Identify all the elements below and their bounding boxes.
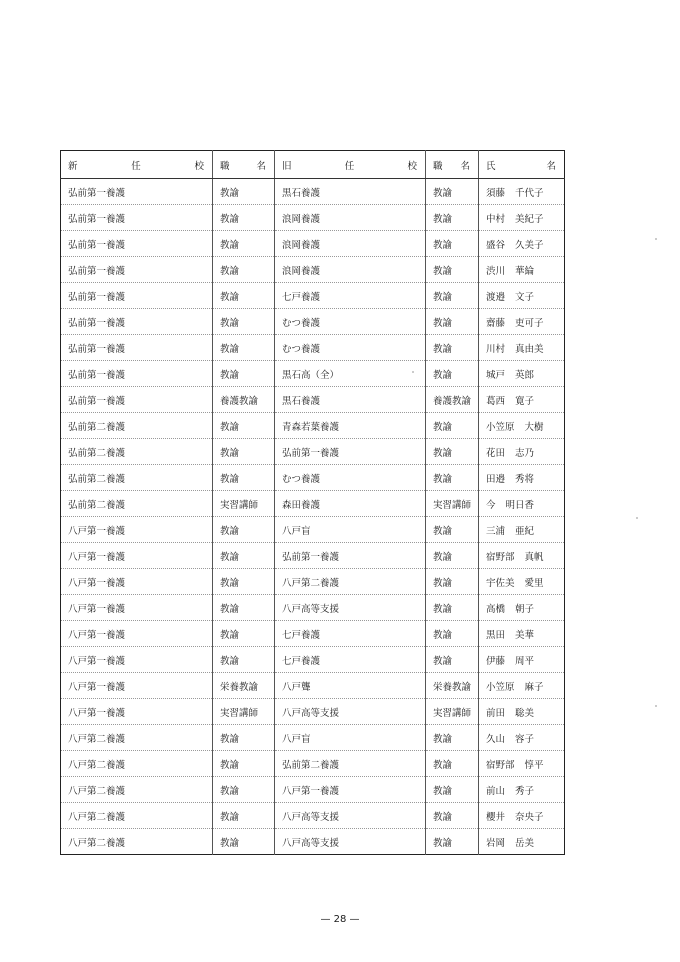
old-position-cell: 教諭	[426, 335, 479, 361]
surname: 田邉	[486, 473, 506, 485]
surname: 宿野部	[486, 759, 515, 771]
surname: 今	[486, 499, 496, 511]
surname: 高橋	[486, 603, 506, 615]
old-school-cell: 黒石高（全）	[275, 361, 426, 387]
table-body	[61, 179, 565, 855]
new-position-cell: 教諭	[213, 543, 275, 569]
name-cell	[479, 179, 565, 205]
header-char: 校	[407, 160, 417, 172]
old-position-cell: 教諭	[426, 647, 479, 673]
surname: 須藤	[486, 187, 506, 199]
new-school-cell: 弘前第二養護	[61, 439, 213, 465]
surname: 久山	[486, 733, 506, 745]
old-school-cell: 八戸高等支援	[275, 699, 426, 725]
given-name: 岳美	[515, 837, 535, 849]
old-school-cell: 八戸第二養護	[275, 569, 426, 595]
old-school-cell: 八戸高等支援	[275, 595, 426, 621]
table-row	[61, 179, 565, 205]
new-school-cell: 弘前第一養護	[61, 309, 213, 335]
table-row	[61, 257, 565, 283]
old-school-cell: 青森若葉養護	[275, 413, 426, 439]
surname: 川村	[486, 343, 506, 355]
new-school-cell: 八戸第一養護	[61, 517, 213, 543]
old-position-cell: 教諭	[426, 413, 479, 439]
surname: 葛西	[486, 395, 506, 407]
page-number: — 28 —	[320, 914, 360, 925]
old-school-cell: 八戸聾	[275, 673, 426, 699]
given-name: 真帆	[524, 551, 544, 563]
old-school-cell: 弘前第一養護	[275, 543, 426, 569]
old-position-cell: 実習講師	[426, 699, 479, 725]
new-school-cell: 八戸第一養護	[61, 595, 213, 621]
old-school-cell: 森田養護	[275, 491, 426, 517]
new-school-cell: 八戸第二養護	[61, 803, 213, 829]
name-cell	[479, 491, 565, 517]
old-school-cell: 八戸盲	[275, 517, 426, 543]
given-name: 大樹	[524, 421, 544, 433]
scan-speck	[655, 705, 657, 707]
surname: 中村	[486, 213, 506, 225]
name-cell	[479, 647, 565, 673]
header-char: 新	[68, 160, 78, 172]
surname: 黒田	[486, 629, 506, 641]
surname: 前山	[486, 785, 506, 797]
given-name: 美紀子	[515, 213, 544, 225]
old-position-cell: 教諭	[426, 777, 479, 803]
new-school-cell: 八戸第一養護	[61, 621, 213, 647]
name-cell	[479, 257, 565, 283]
new-position-cell: 教諭	[213, 517, 275, 543]
name-cell	[479, 569, 565, 595]
header-old-position	[426, 151, 479, 179]
old-school-cell: むつ養護	[275, 335, 426, 361]
name-cell	[479, 673, 565, 699]
new-school-cell: 弘前第一養護	[61, 205, 213, 231]
new-position-cell: 教諭	[213, 231, 275, 257]
given-name: 久美子	[515, 239, 544, 251]
header-char: 名	[546, 160, 556, 172]
old-school-cell: 八戸第一養護	[275, 777, 426, 803]
table-row	[61, 673, 565, 699]
new-position-cell: 教諭	[213, 335, 275, 361]
old-position-cell: 教諭	[426, 283, 479, 309]
new-position-cell: 教諭	[213, 309, 275, 335]
table-row	[61, 413, 565, 439]
old-position-cell: 教諭	[426, 361, 479, 387]
table-row	[61, 569, 565, 595]
table-row	[61, 725, 565, 751]
new-position-cell: 教諭	[213, 361, 275, 387]
new-position-cell: 教諭	[213, 725, 275, 751]
old-position-cell: 教諭	[426, 725, 479, 751]
name-cell	[479, 439, 565, 465]
scan-speck	[636, 517, 638, 519]
header-char: 旧	[282, 160, 292, 172]
new-position-cell: 教諭	[213, 621, 275, 647]
name-cell	[479, 361, 565, 387]
given-name: 亜紀	[515, 525, 535, 537]
given-name: 英郎	[515, 369, 535, 381]
header-row	[61, 151, 565, 179]
new-school-cell: 弘前第一養護	[61, 179, 213, 205]
surname: 櫻井	[486, 811, 506, 823]
old-school-cell: 七戸養護	[275, 621, 426, 647]
old-position-cell: 実習講師	[426, 491, 479, 517]
new-position-cell: 教諭	[213, 413, 275, 439]
given-name: 千代子	[515, 187, 544, 199]
personnel-table	[60, 150, 565, 855]
table-row	[61, 491, 565, 517]
name-cell	[479, 335, 565, 361]
new-school-cell: 八戸第二養護	[68, 837, 126, 849]
table-row	[61, 699, 565, 725]
surname: 岩岡	[486, 837, 506, 849]
old-position-cell: 養護教諭	[426, 387, 479, 413]
old-school-cell: 弘前第一養護	[275, 439, 426, 465]
new-school-cell: 弘前第二養護	[61, 465, 213, 491]
name-cell	[479, 283, 565, 309]
new-position-cell: 教諭	[213, 439, 275, 465]
header-char: 任	[344, 160, 355, 172]
table-row	[61, 335, 565, 361]
old-position-cell: 教諭	[426, 829, 479, 855]
old-school-cell: 八戸高等支援	[275, 803, 426, 829]
table-row	[61, 647, 565, 673]
old-position-cell: 栄養教諭	[426, 673, 479, 699]
header-name	[479, 151, 565, 179]
new-school-cell: 八戸第二養護	[61, 725, 213, 751]
given-name: 志乃	[515, 447, 535, 459]
given-name: 聡美	[515, 707, 535, 719]
header-char: 職	[220, 160, 230, 172]
header-new-school	[61, 151, 213, 179]
name-cell	[479, 309, 565, 335]
old-school-cell: 浪岡養護	[275, 205, 426, 231]
given-name: 文子	[515, 291, 535, 303]
header-old-school	[275, 151, 426, 179]
new-position-cell: 教諭	[213, 595, 275, 621]
old-school-cell: 八戸盲	[275, 725, 426, 751]
new-school-cell: 八戸第二養護	[61, 777, 213, 803]
old-position-cell: 教諭	[426, 257, 479, 283]
new-position-cell: 教諭	[213, 751, 275, 777]
old-position-cell: 教諭	[426, 309, 479, 335]
header-char: 名	[256, 160, 266, 172]
new-school-cell: 弘前第一養護	[61, 387, 213, 413]
new-school-cell: 弘前第二養護	[61, 413, 213, 439]
header-char: 校	[194, 160, 204, 172]
header-char: 氏	[486, 160, 496, 172]
given-name: 惇平	[524, 759, 544, 771]
name-cell	[479, 595, 565, 621]
table-row	[61, 517, 565, 543]
name-cell	[479, 387, 565, 413]
old-position-cell: 教諭	[426, 569, 479, 595]
old-position-cell: 教諭	[426, 803, 479, 829]
new-school-cell: 八戸第二養護	[61, 751, 213, 777]
old-position-cell: 教諭	[426, 517, 479, 543]
table-row	[61, 543, 565, 569]
name-cell	[479, 777, 565, 803]
table-row	[61, 387, 565, 413]
surname: 渡邉	[486, 291, 506, 303]
old-school-cell: 七戸養護	[275, 647, 426, 673]
new-position-cell: 実習講師	[213, 491, 275, 517]
new-school-cell: 八戸第一養護	[61, 673, 213, 699]
given-name: 真由美	[515, 343, 544, 355]
given-name: 秀子	[515, 785, 535, 797]
old-position-cell: 教諭	[426, 465, 479, 491]
table-row	[61, 777, 565, 803]
name-cell	[479, 803, 565, 829]
old-school-cell: 弘前第二養護	[275, 751, 426, 777]
header-char: 任	[131, 160, 141, 172]
given-name: 周平	[515, 655, 535, 667]
surname: 渋川	[486, 265, 506, 277]
new-position-cell: 栄養教諭	[213, 673, 275, 699]
surname: 齋藤	[486, 317, 506, 329]
table-row	[61, 231, 565, 257]
given-name: 美華	[515, 629, 535, 641]
new-school-cell: 八戸第一養護	[61, 647, 213, 673]
old-position-cell: 教諭	[426, 751, 479, 777]
surname: 伊藤	[486, 655, 506, 667]
old-school-cell: むつ養護	[275, 309, 426, 335]
old-school-cell: 黒石養護	[275, 179, 426, 205]
surname: 宿野部	[486, 551, 515, 563]
old-school-cell: 浪岡養護	[275, 257, 426, 283]
old-position-cell: 教諭	[426, 439, 479, 465]
given-name: 奈央子	[515, 811, 544, 823]
surname: 小笠原	[486, 421, 515, 433]
old-school-cell: 黒石養護	[275, 387, 426, 413]
given-name: 吏可子	[515, 317, 544, 329]
given-name: 秀将	[515, 473, 535, 485]
table-row	[61, 361, 565, 387]
name-cell	[479, 465, 565, 491]
given-name: 麻子	[524, 681, 544, 693]
old-school-cell: むつ養護	[275, 465, 426, 491]
table-row	[61, 595, 565, 621]
new-school-cell: 弘前第一養護	[61, 231, 213, 257]
name-cell	[479, 699, 565, 725]
given-name: 愛里	[524, 577, 544, 589]
given-name: 容子	[515, 733, 535, 745]
old-position-cell: 教諭	[426, 205, 479, 231]
new-position-cell: 教諭	[213, 283, 275, 309]
surname: 前田	[486, 707, 506, 719]
new-school-cell: 弘前第一養護	[61, 335, 213, 361]
new-position-cell: 教諭	[213, 465, 275, 491]
name-cell	[479, 517, 565, 543]
surname: 小笠原	[486, 681, 515, 693]
table-row	[61, 465, 565, 491]
old-position-cell: 教諭	[426, 231, 479, 257]
new-school-cell: 弘前第一養護	[61, 283, 213, 309]
old-school-cell: 八戸高等支援	[275, 829, 426, 855]
old-school-cell: 七戸養護	[275, 283, 426, 309]
table-row	[61, 829, 565, 855]
name-cell	[479, 751, 565, 777]
new-school-cell: 八戸第一養護	[61, 569, 213, 595]
new-position-cell: 教諭	[213, 569, 275, 595]
old-position-cell: 教諭	[426, 621, 479, 647]
new-position-cell: 教諭	[213, 257, 275, 283]
name-cell	[479, 829, 565, 855]
name-cell	[479, 543, 565, 569]
old-position-cell: 教諭	[426, 543, 479, 569]
table-row	[61, 283, 565, 309]
given-name: 寛子	[515, 395, 535, 407]
old-school-cell: 浪岡養護	[275, 231, 426, 257]
new-position-cell: 教諭	[213, 777, 275, 803]
old-position-cell: 教諭	[426, 179, 479, 205]
new-school-cell: 八戸第一養護	[61, 543, 213, 569]
surname: 花田	[486, 447, 506, 459]
header-char: 職	[433, 160, 443, 172]
new-position-cell: 教諭	[213, 647, 275, 673]
table-row	[61, 309, 565, 335]
name-cell	[479, 413, 565, 439]
surname: 城戸	[486, 369, 506, 381]
old-position-cell: 教諭	[426, 595, 479, 621]
table-row	[61, 439, 565, 465]
header-char: 名	[460, 160, 470, 172]
table-row	[61, 621, 565, 647]
new-position-cell: 教諭	[213, 205, 275, 231]
surname: 三浦	[486, 525, 506, 537]
new-position-cell: 養護教諭	[213, 387, 275, 413]
name-cell	[479, 621, 565, 647]
name-cell	[479, 231, 565, 257]
new-position-cell: 実習講師	[213, 699, 275, 725]
given-name: 華綸	[515, 265, 535, 277]
name-cell	[479, 725, 565, 751]
new-school-cell: 八戸第一養護	[61, 699, 213, 725]
scan-speck	[412, 371, 414, 373]
scan-speck	[655, 238, 657, 240]
given-name: 明日香	[505, 499, 535, 511]
new-position-cell: 教諭	[213, 803, 275, 829]
new-position-cell: 教諭	[213, 179, 275, 205]
new-school-cell: 弘前第二養護	[61, 491, 213, 517]
table-row	[61, 803, 565, 829]
surname: 盛谷	[486, 239, 506, 251]
new-school-cell: 弘前第一養護	[61, 257, 213, 283]
table-row	[61, 205, 565, 231]
new-school-cell: 弘前第一養護	[61, 361, 213, 387]
new-position-cell: 教諭	[213, 829, 275, 855]
surname: 宇佐美	[486, 577, 515, 589]
table-row	[61, 751, 565, 777]
header-new-position	[213, 151, 275, 179]
name-cell	[479, 205, 565, 231]
given-name: 朝子	[515, 603, 535, 615]
